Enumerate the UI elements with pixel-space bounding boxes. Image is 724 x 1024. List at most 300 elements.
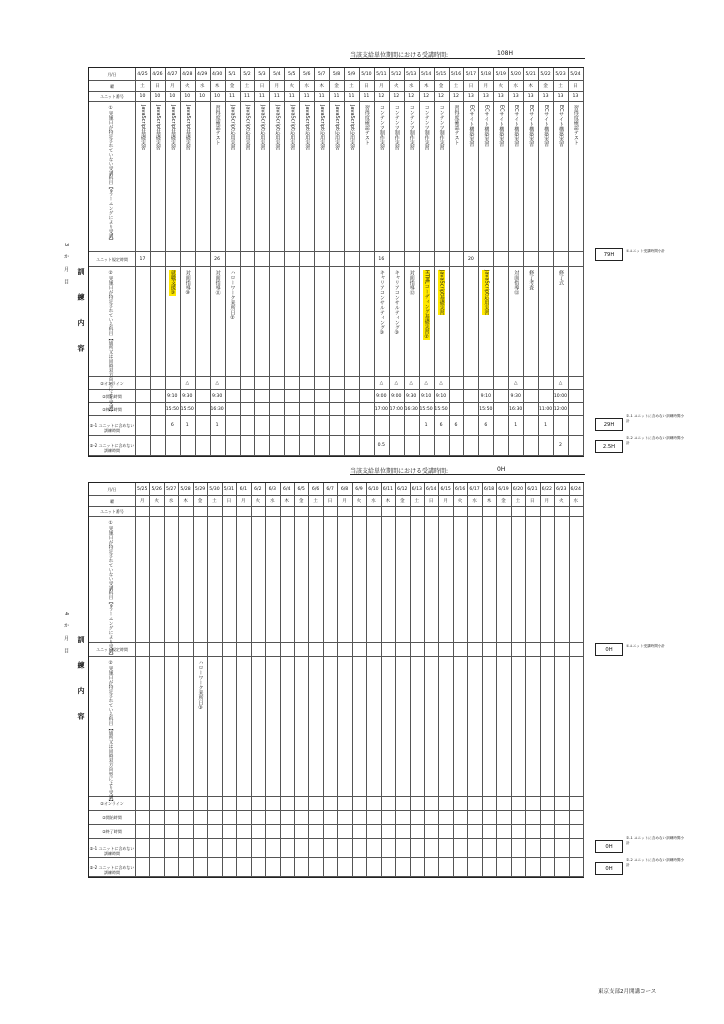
unit-number-cell: 10 bbox=[199, 94, 206, 99]
end-time-cell: 17:00 bbox=[389, 406, 403, 412]
online-cell: △ bbox=[215, 380, 219, 386]
date-cell: 5/8 bbox=[332, 71, 341, 77]
start-time-cell: 10:00 bbox=[553, 393, 568, 399]
subject1-cell: JavaScript基礎実習 bbox=[139, 105, 146, 151]
unit-number-cell: 10 bbox=[154, 94, 161, 99]
col-divider bbox=[308, 483, 309, 877]
c21-cell: 1 bbox=[544, 423, 548, 428]
c21-cell: 6 bbox=[439, 423, 443, 428]
date-cell: 5/19 bbox=[495, 71, 506, 77]
weekday-cell: 土 bbox=[349, 83, 354, 89]
weekday-cell: 火 bbox=[498, 83, 504, 89]
row-label-online: ②オンライン bbox=[100, 380, 124, 386]
unit-hours-total-top: 79H bbox=[595, 248, 623, 261]
col-divider bbox=[449, 68, 450, 456]
date-cell: 5/13 bbox=[406, 71, 417, 77]
end-time-cell: 15:50 bbox=[434, 406, 448, 412]
col-divider bbox=[135, 483, 136, 877]
online-cell: △ bbox=[185, 380, 190, 386]
weekday-cell: 火 bbox=[255, 498, 261, 504]
subject1-cell: JavaScript応用実習 bbox=[348, 105, 355, 151]
date-cell: 5/11 bbox=[376, 71, 387, 77]
date-cell: 5/6 bbox=[302, 71, 311, 77]
row-label-start: ②開始時間 bbox=[102, 815, 122, 820]
start-time-cell: 9:30 bbox=[182, 393, 193, 399]
c22-total-top: 2.5H bbox=[595, 440, 623, 453]
date-cell: 5/30 bbox=[209, 486, 220, 492]
weekday-cell: 土 bbox=[414, 498, 420, 504]
date-cell: 6/19 bbox=[498, 486, 509, 492]
weekday-cell: 水 bbox=[269, 498, 275, 504]
row-label-c21: ②-1 ユニットに含めない訓練時間 bbox=[89, 845, 135, 856]
date-cell: 5/26 bbox=[151, 486, 162, 492]
col-divider bbox=[337, 483, 338, 877]
date-cell: 5/1 bbox=[228, 71, 236, 77]
date-cell: 5/25 bbox=[137, 486, 148, 492]
start-time-cell: 9:10 bbox=[420, 393, 432, 399]
subject2-cell: JavaScript応用実習 bbox=[483, 270, 490, 316]
c21-cell: 1 bbox=[514, 423, 518, 428]
col-divider bbox=[344, 68, 345, 456]
col-divider bbox=[496, 483, 497, 877]
end-time-cell: 16:30 bbox=[404, 406, 418, 412]
col-divider bbox=[254, 68, 255, 456]
date-cell: 5/3 bbox=[258, 71, 266, 77]
unit-number-cell: 13 bbox=[542, 94, 549, 99]
col-divider bbox=[284, 68, 285, 456]
unit-hours-cell: 26 bbox=[214, 256, 221, 262]
weekday-cell: 月 bbox=[342, 498, 347, 504]
col-divider bbox=[299, 68, 300, 456]
col-divider bbox=[222, 483, 223, 877]
subject1-cell: コンテンツ制作実習 bbox=[423, 105, 430, 150]
start-time-cell: 9:30 bbox=[406, 393, 417, 399]
weekday-cell: 火 bbox=[393, 83, 399, 89]
subject1-cell: JavaScript基礎実習 bbox=[154, 105, 161, 151]
date-cell: 5/15 bbox=[435, 71, 447, 77]
unit-number-cell: 12 bbox=[378, 94, 385, 99]
unit-number-cell: 13 bbox=[497, 94, 504, 99]
subject2-cell: キャリアコンサルティング③ bbox=[378, 270, 385, 336]
end-time-cell: 16:30 bbox=[210, 406, 224, 412]
row-label-online: ②オンライン bbox=[100, 801, 124, 806]
subject1-cell: ECサイト構築実習 bbox=[498, 105, 505, 147]
subject1-cell: JavaScript応用実習 bbox=[304, 105, 311, 151]
date-cell: 5/12 bbox=[391, 71, 402, 77]
start-time-cell: 9:00 bbox=[376, 393, 387, 399]
weekday-cell: 水 bbox=[199, 83, 205, 89]
unit-number-cell: 12 bbox=[438, 94, 444, 99]
c22-total-note: ②-2 ユニットに含めない訓練時間小計 bbox=[626, 436, 685, 445]
col-divider bbox=[236, 483, 237, 877]
c21-total-top: 29H bbox=[595, 418, 623, 431]
date-cell: 5/27 bbox=[165, 486, 177, 492]
date-cell: 4/25 bbox=[137, 71, 148, 77]
col-divider bbox=[583, 68, 584, 456]
weekday-cell: 月 bbox=[544, 498, 550, 504]
date-cell: 6/11 bbox=[382, 486, 394, 492]
date-cell: 6/14 bbox=[426, 486, 437, 492]
weekday-cell: 木 bbox=[183, 498, 188, 504]
unit-number-cell: 12 bbox=[408, 94, 415, 99]
subject1-cell: ECサイト構築実習 bbox=[468, 105, 475, 147]
weekday-cell: 月 bbox=[170, 83, 175, 89]
unit-number-cell: 13 bbox=[482, 94, 489, 99]
subject1-cell: JavaScript応用実習 bbox=[229, 105, 236, 151]
row-label-c21: ②-1 ユニットに含めない訓練時間 bbox=[89, 423, 135, 433]
subject2-cell: キャリアコンサルティング③ bbox=[393, 270, 400, 336]
col-divider bbox=[424, 483, 425, 877]
weekday-cell: 月 bbox=[241, 498, 246, 504]
row-label-date: 月/日 bbox=[107, 71, 117, 77]
end-time-cell: 16:30 bbox=[509, 406, 523, 412]
c21-cell: 1 bbox=[215, 423, 219, 428]
col-divider bbox=[352, 483, 353, 877]
weekday-cell: 木 bbox=[385, 498, 391, 504]
row-label-c22: ②-2 ユニットに含めない訓練時間 bbox=[89, 864, 135, 875]
unit-number-cell: 11 bbox=[348, 94, 355, 99]
date-cell: 4/30 bbox=[211, 71, 223, 77]
unit-hours-total-note-bottom: ①ユニット受講時間小計 bbox=[626, 644, 666, 648]
date-cell: 5/29 bbox=[194, 486, 206, 492]
date-cell: 4/26 bbox=[152, 71, 163, 77]
date-cell: 6/8 bbox=[340, 486, 349, 492]
unit-number-cell: 13 bbox=[512, 94, 519, 99]
subject1-cell: JavaScript応用実習 bbox=[319, 105, 326, 151]
col-divider bbox=[438, 483, 439, 877]
col-divider bbox=[493, 68, 494, 456]
end-time-cell: 12:00 bbox=[553, 406, 568, 412]
col-divider bbox=[525, 483, 526, 877]
c22-cell: 2 bbox=[559, 443, 562, 448]
row-label-end: ②終了時間 bbox=[102, 829, 122, 834]
unit-number-cell: 13 bbox=[467, 94, 474, 99]
row-label-start: ②開始時間 bbox=[102, 393, 122, 399]
row-label-vertical-subject2: ②実施日が特定されている科目【通所又は同時双方向型により受講】 bbox=[108, 661, 113, 804]
start-time-cell: 9:00 bbox=[391, 393, 402, 399]
col-divider bbox=[540, 483, 541, 877]
subject1-cell: JavaScript応用実習 bbox=[259, 105, 266, 151]
unit-number-cell: 11 bbox=[318, 94, 325, 99]
unit-hours-total-bottom: 0H bbox=[595, 643, 623, 656]
unit-hours-cell: 20 bbox=[467, 256, 474, 262]
subject1-cell: JavaScript応用実習 bbox=[289, 105, 296, 151]
subject2-cell: 対面指導⑪ bbox=[214, 270, 221, 295]
online-cell: △ bbox=[379, 380, 384, 386]
end-time-cell: 11:00 bbox=[538, 406, 553, 412]
subject2-cell: 対面指導⑬ bbox=[513, 270, 520, 295]
date-cell: 6/23 bbox=[556, 486, 567, 492]
weekday-cell: 木 bbox=[486, 498, 492, 504]
col-divider bbox=[265, 483, 266, 877]
weekday-cell: 土 bbox=[313, 498, 318, 504]
online-cell: △ bbox=[424, 380, 428, 386]
date-cell: 6/4 bbox=[283, 486, 291, 492]
date-cell: 6/6 bbox=[311, 486, 320, 492]
start-time-cell: 9:10 bbox=[480, 393, 491, 399]
unit-number-cell: 10 bbox=[139, 94, 146, 99]
weekday-cell: 金 bbox=[229, 83, 235, 89]
col-divider bbox=[150, 68, 151, 456]
col-divider bbox=[482, 483, 483, 877]
date-cell: 6/5 bbox=[297, 486, 305, 492]
date-cell: 5/5 bbox=[288, 71, 296, 77]
subject1-cell: ECサイト構築実習 bbox=[528, 105, 535, 147]
col-divider bbox=[366, 483, 367, 877]
date-cell: 5/31 bbox=[223, 486, 235, 492]
weekday-cell: 土 bbox=[453, 83, 459, 89]
subject1-cell: ECサイト構築実習 bbox=[558, 105, 564, 147]
date-cell: 6/16 bbox=[454, 486, 466, 492]
date-cell: 6/20 bbox=[512, 486, 524, 492]
c21-total-bottom: 0H bbox=[595, 840, 623, 853]
subject1-cell: JavaScript基礎実習 bbox=[184, 105, 191, 151]
online-cell: △ bbox=[394, 380, 399, 386]
unit-number-cell: 13 bbox=[572, 94, 579, 99]
footer-course: 東京支部2月開講コース bbox=[598, 989, 657, 995]
unit-hours-total-note: ①ユニット受講時間小計 bbox=[626, 249, 666, 253]
subject1-cell: コンテンツ制作実習 bbox=[393, 105, 400, 150]
weekday-cell: 日 bbox=[530, 498, 535, 504]
weekday-cell: 土 bbox=[140, 83, 145, 89]
unit-number-cell: 12 bbox=[453, 94, 459, 99]
col-divider bbox=[225, 68, 226, 456]
unit-number-cell: 11 bbox=[273, 94, 280, 99]
weekday-cell: 日 bbox=[259, 83, 265, 89]
subject2-cell: 就職支援③ bbox=[169, 270, 176, 296]
col-divider bbox=[280, 483, 281, 877]
subject1-cell: ECサイト構築実習 bbox=[483, 105, 490, 147]
weekday-cell: 月 bbox=[274, 83, 280, 89]
weekday-cell: 日 bbox=[327, 498, 333, 504]
date-cell: 6/7 bbox=[326, 486, 334, 492]
col-divider bbox=[359, 68, 360, 456]
weekday-cell: 月 bbox=[443, 498, 448, 504]
unit-number-cell: 11 bbox=[288, 94, 295, 99]
subject1-cell: ECサイト構築実習 bbox=[543, 105, 550, 147]
unit-number-cell: 11 bbox=[333, 94, 340, 99]
unit-number-cell: 10 bbox=[214, 94, 221, 99]
period-hours-label-top: 当該支給単位期間における受講時間: bbox=[350, 52, 449, 59]
unit-number-cell: 11 bbox=[258, 94, 265, 99]
date-cell: 5/16 bbox=[450, 71, 462, 77]
date-cell: 6/9 bbox=[355, 486, 363, 492]
section-label-top: 訓 練 内 容 bbox=[77, 268, 85, 360]
c21-cell: 6 bbox=[454, 423, 458, 428]
start-time-cell: 9:30 bbox=[510, 393, 521, 399]
date-cell: 5/4 bbox=[273, 71, 281, 77]
weekday-cell: 火 bbox=[154, 498, 159, 504]
weekday-cell: 金 bbox=[543, 83, 548, 89]
online-cell: △ bbox=[513, 380, 518, 386]
col-divider bbox=[467, 483, 468, 877]
start-time-cell: 9:10 bbox=[167, 393, 178, 399]
weekday-cell: 火 bbox=[457, 498, 463, 504]
date-cell: 5/18 bbox=[480, 71, 491, 77]
online-cell: △ bbox=[409, 380, 413, 386]
subject1-cell: JavaScript応用実習 bbox=[334, 105, 341, 151]
weekday-cell: 木 bbox=[284, 498, 290, 504]
col-divider bbox=[207, 483, 208, 877]
col-divider bbox=[583, 483, 584, 877]
unit-number-cell: 12 bbox=[393, 94, 400, 99]
date-cell: 6/10 bbox=[368, 486, 379, 492]
col-divider bbox=[381, 483, 382, 877]
row-label-vertical-subject1: ①実施日が特定されていない受講科目【eラーニングにより受講】 bbox=[108, 106, 113, 243]
end-time-cell: 15:50 bbox=[479, 406, 493, 412]
col-divider bbox=[251, 483, 252, 877]
subject2-cell: 対面指導⑩ bbox=[184, 270, 191, 296]
weekday-cell: 水 bbox=[408, 83, 414, 89]
weekday-cell: 木 bbox=[528, 83, 533, 89]
start-time-cell: 9:10 bbox=[435, 393, 447, 399]
date-cell: 6/17 bbox=[469, 486, 480, 492]
weekday-cell: 木 bbox=[214, 83, 220, 89]
subject2-cell: 対面指導⑫ bbox=[408, 270, 415, 295]
date-cell: 5/14 bbox=[420, 71, 432, 77]
unit-number-cell: 10 bbox=[184, 94, 191, 99]
unit-number-cell: 11 bbox=[244, 94, 250, 99]
date-cell: 5/22 bbox=[540, 71, 551, 77]
col-divider bbox=[193, 483, 194, 877]
subject1-cell: ECサイト構築実習 bbox=[513, 105, 520, 147]
col-divider bbox=[323, 483, 324, 877]
c21-cell: 1 bbox=[424, 423, 428, 428]
end-time-cell: 17:00 bbox=[374, 406, 388, 412]
c21-cell: 6 bbox=[484, 423, 488, 428]
col-divider bbox=[164, 483, 165, 877]
weekday-cell: 日 bbox=[468, 83, 474, 89]
header-underline-top bbox=[350, 58, 585, 59]
row-label-weekday: 曜 bbox=[110, 498, 114, 504]
subject2-cell: HTMLコーディング基礎実習② bbox=[423, 270, 430, 340]
col-divider bbox=[511, 483, 512, 877]
unit-hours-cell: 16 bbox=[378, 256, 385, 262]
col-divider bbox=[195, 68, 196, 456]
col-divider bbox=[410, 483, 411, 877]
date-cell: 5/9 bbox=[347, 71, 356, 77]
header-underline-bottom bbox=[350, 474, 585, 475]
row-label-vertical-subject1: ①実施日が特定されていない受講科目【eラーニングにより受講】 bbox=[108, 521, 113, 658]
weekday-cell: 月 bbox=[139, 498, 145, 504]
weekday-cell: 水 bbox=[371, 498, 376, 504]
date-cell: 5/24 bbox=[570, 71, 581, 77]
subject1-cell: コンテンツ制作実習 bbox=[438, 105, 445, 150]
month-label-top: 3 か 月 目 bbox=[63, 243, 69, 287]
unit-number-cell: 11 bbox=[303, 94, 310, 99]
subject2-cell: JavaScript基礎実習 bbox=[438, 270, 445, 316]
date-cell: 5/17 bbox=[465, 71, 477, 77]
date-cell: 6/22 bbox=[541, 486, 552, 492]
date-cell: 5/20 bbox=[510, 71, 521, 77]
weekday-cell: 水 bbox=[472, 498, 477, 504]
weekday-cell: 木 bbox=[423, 83, 429, 89]
schedule-table-bottom bbox=[88, 482, 584, 878]
date-cell: 6/13 bbox=[411, 486, 422, 492]
date-cell: 6/12 bbox=[397, 486, 408, 492]
col-divider bbox=[329, 68, 330, 456]
c22-total-note-bottom: ②-2 ユニットに含めない訓練時間小計 bbox=[626, 858, 685, 867]
date-cell: 6/15 bbox=[440, 486, 451, 492]
col-divider bbox=[269, 68, 270, 456]
subject2-cell: 修了式 bbox=[558, 270, 564, 285]
c22-total-bottom: 0H bbox=[595, 862, 623, 875]
col-divider bbox=[568, 68, 569, 456]
date-cell: 6/21 bbox=[527, 486, 538, 492]
unit-number-cell: 11 bbox=[229, 94, 235, 99]
weekday-cell: 金 bbox=[501, 498, 506, 504]
col-divider bbox=[523, 68, 524, 456]
date-cell: 5/28 bbox=[180, 486, 191, 492]
weekday-cell: 土 bbox=[212, 498, 217, 504]
weekday-cell: 火 bbox=[289, 83, 295, 89]
weekday-cell: 土 bbox=[515, 498, 521, 504]
period-hours-value-bottom: 0H bbox=[497, 466, 506, 473]
weekday-cell: 金 bbox=[400, 498, 405, 504]
col-divider bbox=[240, 68, 241, 456]
c21-cell: 6 bbox=[170, 423, 174, 428]
row-label-unit_hours: ユニット規定時間 bbox=[96, 256, 128, 262]
col-divider bbox=[178, 483, 179, 877]
subject1-cell: 習得度確認テスト bbox=[572, 105, 579, 145]
weekday-cell: 日 bbox=[155, 83, 160, 89]
end-time-cell: 15:50 bbox=[419, 406, 433, 412]
period-hours-label-bottom: 当該支給単位期間における受講時間: bbox=[350, 468, 449, 475]
date-cell: 4/29 bbox=[197, 71, 208, 77]
c21-cell: 1 bbox=[185, 423, 189, 428]
period-hours-value-top: 108H bbox=[497, 50, 513, 57]
weekday-cell: 金 bbox=[298, 498, 304, 504]
date-cell: 5/21 bbox=[525, 71, 536, 77]
date-cell: 6/18 bbox=[483, 486, 495, 492]
weekday-cell: 月 bbox=[379, 83, 384, 89]
weekday-cell: 火 bbox=[184, 83, 190, 89]
date-cell: 4/28 bbox=[182, 71, 193, 77]
c21-total-note-bottom: ②-1 ユニットに含めない訓練時間小計 bbox=[626, 836, 685, 845]
weekday-cell: 日 bbox=[364, 83, 369, 89]
col-divider bbox=[538, 68, 539, 456]
row-label-end: ②終了時間 bbox=[102, 406, 122, 412]
row-label-vertical-subject2: ②実施日が特定されている科目【通所又は同時双方向型により受講】 bbox=[108, 271, 113, 414]
weekday-cell: 日 bbox=[428, 498, 434, 504]
date-cell: 5/10 bbox=[361, 71, 372, 77]
date-cell: 4/27 bbox=[167, 71, 178, 77]
c21-total-note: ②-1 ユニットに含めない訓練時間小計 bbox=[626, 414, 685, 423]
c22-cell: 0.5 bbox=[377, 443, 385, 448]
date-cell: 5/2 bbox=[243, 71, 251, 77]
unit-hours-cell: 17 bbox=[139, 256, 146, 262]
unit-number-cell: 13 bbox=[527, 94, 534, 99]
col-divider bbox=[569, 483, 570, 877]
unit-number-cell: 12 bbox=[423, 94, 430, 99]
subject1-cell: 習得度確認テスト bbox=[214, 105, 221, 145]
date-cell: 6/2 bbox=[254, 486, 262, 492]
subject1-cell: コンテンツ制作実習 bbox=[408, 105, 415, 150]
unit-number-cell: 11 bbox=[363, 94, 370, 99]
subject2-cell: 修了考査 bbox=[528, 270, 535, 290]
online-cell: △ bbox=[558, 380, 563, 386]
weekday-cell: 水 bbox=[513, 83, 519, 89]
month-label-bottom: 4 か 月 目 bbox=[63, 612, 69, 656]
weekday-cell: 日 bbox=[226, 498, 232, 504]
date-cell: 6/1 bbox=[239, 486, 248, 492]
row-label-date: 月/日 bbox=[107, 486, 117, 492]
weekday-cell: 木 bbox=[319, 83, 324, 89]
weekday-cell: 月 bbox=[483, 83, 489, 89]
subject2-cell: ハローワーク来所日② bbox=[229, 270, 236, 321]
row-label-unit_hours: ユニット規定時間 bbox=[96, 647, 128, 652]
weekday-cell: 火 bbox=[558, 498, 564, 504]
